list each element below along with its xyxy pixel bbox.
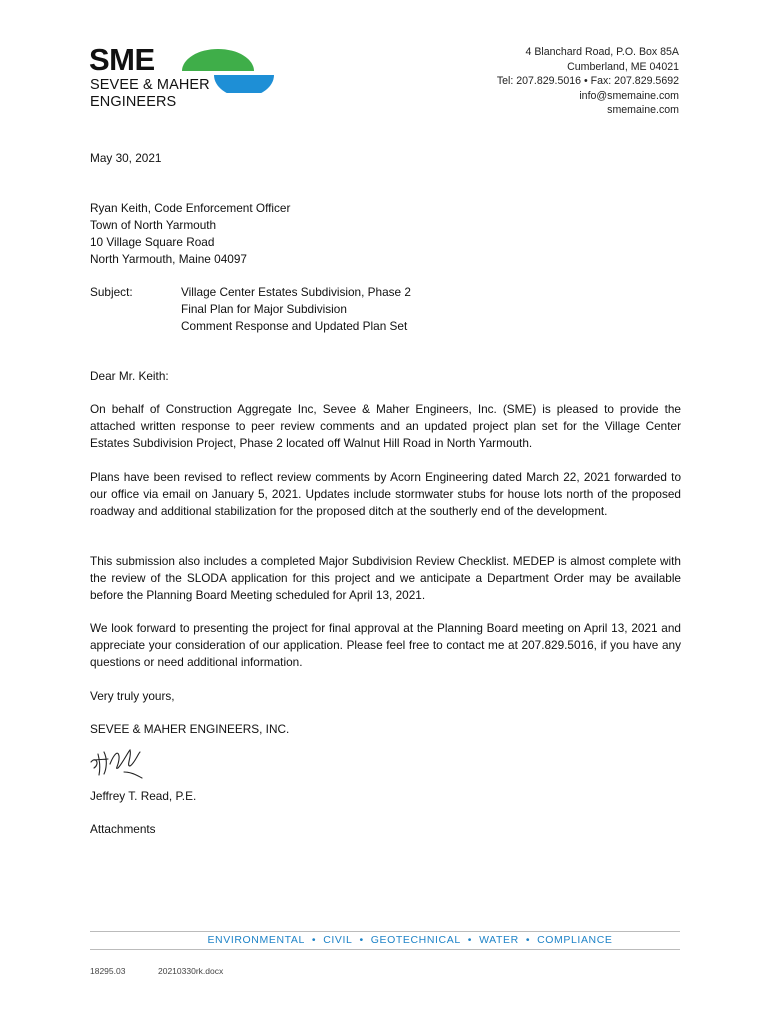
service-separator: •: [525, 934, 531, 946]
body-paragraph: We look forward to presenting the project for final approval at the Planning Board meeting on April 13, 2021 and appreciate your consideration of our application. Please feel free to contact me at 207.829.5016, if you have any questions or need additional information.: [90, 621, 681, 669]
body-paragraph: Plans have been revised to reflect review comments by Acorn Engineering dated March 22, 2021 forwarded to our office via email on January 5, 2021. Updates include stormwater stubs for house lots north of the proposed roadway and additional stabilization for the proposed ditch at the southerly end of the development.: [90, 470, 681, 518]
service-separator: •: [467, 934, 473, 946]
body-paragraph: This submission also includes a completed Major Subdivision Review Checklist. MEDEP is almost complete with the review of the SLODA application for this project and we anticipate a Department Order may be available before the Planning Board Meeting scheduled for April 13, 2021.: [90, 554, 681, 602]
services-line: [90, 933, 730, 947]
subject-line: Comment Response and Updated Plan Set: [181, 319, 408, 333]
subject-line: Village Center Estates Subdivision, Phase 2: [181, 285, 411, 299]
service-water: WATER: [479, 934, 519, 946]
logo-line-2: ENGINEERS: [90, 94, 177, 110]
recipient-line: Town of North Yarmouth: [90, 218, 217, 232]
file-name: 20210330rk.docx: [158, 966, 224, 976]
subject-label: Subject:: [90, 285, 133, 299]
subject-line: Final Plan for Major Subdivision: [181, 302, 347, 316]
address-street: 4 Blanchard Road, P.O. Box 85A: [525, 46, 679, 58]
service-environmental: ENVIRONMENTAL: [207, 934, 305, 946]
sme-logo: [89, 44, 289, 116]
address-phone: Tel: 207.829.5016 • Fax: 207.829.5692: [496, 75, 679, 87]
file-number: 18295.03: [90, 966, 126, 976]
service-civil: CIVIL: [323, 934, 353, 946]
recipient-line: North Yarmouth, Maine 04097: [90, 252, 247, 266]
salutation: Dear Mr. Keith:: [90, 369, 169, 383]
footer-rule-top: [90, 931, 680, 932]
body-paragraph: On behalf of Construction Aggregate Inc, Sevee & Maher Engineers, Inc. (SME) is pleased to provide the attached written response to peer review comments and an updated project plan set for the Village Center Estates Subdivision Project, Phase 2 located off Walnut Hill Road in North Yarmouth.: [90, 402, 681, 450]
subject-lines: [181, 284, 411, 335]
footer-rule-bottom: [90, 949, 680, 950]
company-name: SEVEE & MAHER ENGINEERS, INC.: [90, 722, 290, 736]
recipient-block: [90, 200, 290, 268]
signer-name: Jeffrey T. Read, P.E.: [90, 789, 197, 803]
attachments-label: Attachments: [90, 822, 156, 836]
service-geotechnical: GEOTECHNICAL: [370, 934, 461, 946]
signature-image: [88, 742, 150, 782]
service-compliance: COMPLIANCE: [537, 934, 613, 946]
recipient-line: Ryan Keith, Code Enforcement Officer: [90, 201, 291, 215]
logo-sme-text: SME: [89, 42, 155, 77]
logo-line-1: SEVEE & MAHER: [90, 77, 210, 93]
address-website: smemaine.com: [607, 104, 679, 116]
closing: Very truly yours,: [90, 689, 175, 703]
letter-date: May 30, 2021: [90, 151, 162, 165]
service-separator: •: [359, 934, 364, 946]
address-email: info@smemaine.com: [579, 89, 679, 102]
recipient-line: 10 Village Square Road: [90, 235, 215, 249]
address-city: Cumberland, ME 04021: [567, 60, 679, 73]
service-separator: •: [311, 934, 317, 946]
letterhead-address: [497, 45, 679, 118]
